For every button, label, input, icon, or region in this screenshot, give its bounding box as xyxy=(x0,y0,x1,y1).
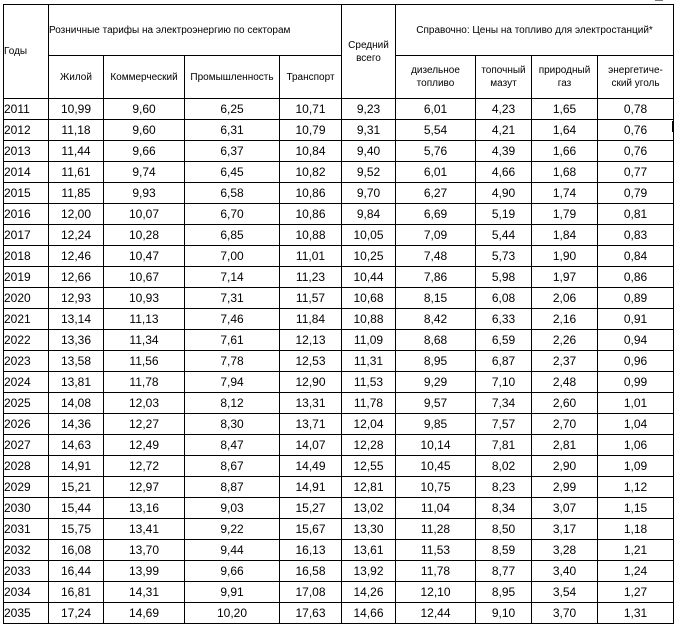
value-cell: 2,37 xyxy=(532,351,598,372)
value-cell: 14,66 xyxy=(342,603,396,624)
value-cell: 12,46 xyxy=(49,246,104,267)
header-row-1 xyxy=(4,5,674,56)
value-cell: 1,74 xyxy=(532,183,598,204)
value-cell: 8,15 xyxy=(396,288,476,309)
value-cell: 3,17 xyxy=(532,519,598,540)
value-cell: 1,27 xyxy=(598,582,674,603)
year-cell: 2031 xyxy=(4,519,49,540)
table-row xyxy=(4,498,674,519)
table-row xyxy=(4,288,674,309)
value-cell: 13,58 xyxy=(49,351,104,372)
value-cell: 10,68 xyxy=(342,288,396,309)
value-cell: 1,01 xyxy=(598,393,674,414)
year-cell: 2029 xyxy=(4,477,49,498)
col-coal: энергетиче-ский уголь xyxy=(598,56,674,99)
value-cell: 13,31 xyxy=(280,393,342,414)
value-cell: 13,92 xyxy=(342,561,396,582)
value-cell: 7,78 xyxy=(185,351,280,372)
value-cell: 0,84 xyxy=(598,246,674,267)
year-cell: 2022 xyxy=(4,330,49,351)
value-cell: 11,04 xyxy=(396,498,476,519)
value-cell: 2,06 xyxy=(532,288,598,309)
value-cell: 8,68 xyxy=(396,330,476,351)
value-cell: 9,66 xyxy=(185,561,280,582)
value-cell: 13,41 xyxy=(104,519,185,540)
value-cell: 11,53 xyxy=(396,540,476,561)
value-cell: 12,66 xyxy=(49,267,104,288)
value-cell: 10,28 xyxy=(104,225,185,246)
table-row xyxy=(4,582,674,603)
value-cell: 9,60 xyxy=(104,120,185,141)
value-cell: 6,08 xyxy=(476,288,532,309)
value-cell: 12,93 xyxy=(49,288,104,309)
value-cell: 11,78 xyxy=(342,393,396,414)
value-cell: 6,45 xyxy=(185,162,280,183)
value-cell: 2,70 xyxy=(532,414,598,435)
value-cell: 14,36 xyxy=(49,414,104,435)
value-cell: 9,40 xyxy=(342,141,396,162)
value-cell: 0,91 xyxy=(598,309,674,330)
retail-tariffs-header: Розничные тарифы на электроэнергию по секторам xyxy=(49,5,342,56)
value-cell: 11,31 xyxy=(342,351,396,372)
value-cell: 10,07 xyxy=(104,204,185,225)
table-body xyxy=(4,99,674,624)
value-cell: 12,72 xyxy=(104,456,185,477)
value-cell: 3,70 xyxy=(532,603,598,624)
value-cell: 0,96 xyxy=(598,351,674,372)
value-cell: 14,26 xyxy=(342,582,396,603)
value-cell: 12,90 xyxy=(280,372,342,393)
value-cell: 15,67 xyxy=(280,519,342,540)
value-cell: 11,85 xyxy=(49,183,104,204)
value-cell: 5,44 xyxy=(476,225,532,246)
table-row xyxy=(4,183,674,204)
value-cell: 0,76 xyxy=(598,141,674,162)
value-cell: 0,78 xyxy=(598,99,674,120)
value-cell: 10,20 xyxy=(185,603,280,624)
value-cell: 0,81 xyxy=(598,204,674,225)
value-cell: 10,47 xyxy=(104,246,185,267)
value-cell: 1,66 xyxy=(532,141,598,162)
value-cell: 8,67 xyxy=(185,456,280,477)
col-commercial: Коммерческий xyxy=(104,56,185,99)
value-cell: 6,59 xyxy=(476,330,532,351)
value-cell: 6,01 xyxy=(396,162,476,183)
value-cell: 7,57 xyxy=(476,414,532,435)
value-cell: 10,67 xyxy=(104,267,185,288)
year-cell: 2018 xyxy=(4,246,49,267)
table-row xyxy=(4,519,674,540)
value-cell: 9,74 xyxy=(104,162,185,183)
value-cell: 12,28 xyxy=(342,435,396,456)
value-cell: 0,76 xyxy=(598,120,674,141)
year-cell: 2013 xyxy=(4,141,49,162)
value-cell: 13,14 xyxy=(49,309,104,330)
year-cell: 2032 xyxy=(4,540,49,561)
value-cell: 8,02 xyxy=(476,456,532,477)
value-cell: 2,60 xyxy=(532,393,598,414)
value-cell: 11,78 xyxy=(396,561,476,582)
col-diesel: дизельное топливо xyxy=(396,56,476,99)
value-cell: 13,36 xyxy=(49,330,104,351)
value-cell: 11,84 xyxy=(280,309,342,330)
value-cell: 9,85 xyxy=(396,414,476,435)
value-cell: 10,86 xyxy=(280,204,342,225)
year-cell: 2027 xyxy=(4,435,49,456)
value-cell: 9,57 xyxy=(396,393,476,414)
value-cell: 4,90 xyxy=(476,183,532,204)
value-cell: 2,99 xyxy=(532,477,598,498)
value-cell: 1,84 xyxy=(532,225,598,246)
table-row xyxy=(4,393,674,414)
value-cell: 7,10 xyxy=(476,372,532,393)
value-cell: 8,42 xyxy=(396,309,476,330)
value-cell: 13,61 xyxy=(342,540,396,561)
col-industrial: Промышленность xyxy=(185,56,280,99)
year-cell: 2015 xyxy=(4,183,49,204)
value-cell: 11,44 xyxy=(49,141,104,162)
value-cell: 10,05 xyxy=(342,225,396,246)
table-row xyxy=(4,540,674,561)
value-cell: 8,12 xyxy=(185,393,280,414)
value-cell: 15,75 xyxy=(49,519,104,540)
average-header: Средний всего xyxy=(342,5,396,99)
value-cell: 13,99 xyxy=(104,561,185,582)
value-cell: 13,70 xyxy=(104,540,185,561)
value-cell: 13,81 xyxy=(49,372,104,393)
value-cell: 9,29 xyxy=(396,372,476,393)
year-cell: 2025 xyxy=(4,393,49,414)
value-cell: 14,07 xyxy=(280,435,342,456)
table-row xyxy=(4,267,674,288)
value-cell: 9,60 xyxy=(104,99,185,120)
corner-mark xyxy=(655,0,663,1)
table-row xyxy=(4,141,674,162)
value-cell: 4,66 xyxy=(476,162,532,183)
value-cell: 7,34 xyxy=(476,393,532,414)
value-cell: 7,48 xyxy=(396,246,476,267)
value-cell: 9,52 xyxy=(342,162,396,183)
year-cell: 2028 xyxy=(4,456,49,477)
year-cell: 2011 xyxy=(4,99,49,120)
value-cell: 10,14 xyxy=(396,435,476,456)
year-cell: 2016 xyxy=(4,204,49,225)
value-cell: 14,31 xyxy=(104,582,185,603)
value-cell: 11,18 xyxy=(49,120,104,141)
value-cell: 10,71 xyxy=(280,99,342,120)
value-cell: 7,14 xyxy=(185,267,280,288)
value-cell: 7,61 xyxy=(185,330,280,351)
table-row xyxy=(4,120,674,141)
value-cell: 10,88 xyxy=(280,225,342,246)
value-cell: 6,01 xyxy=(396,99,476,120)
value-cell: 15,27 xyxy=(280,498,342,519)
value-cell: 5,98 xyxy=(476,267,532,288)
value-cell: 10,44 xyxy=(342,267,396,288)
value-cell: 9,44 xyxy=(185,540,280,561)
table-row xyxy=(4,309,674,330)
table-row xyxy=(4,330,674,351)
value-cell: 5,19 xyxy=(476,204,532,225)
year-cell: 2026 xyxy=(4,414,49,435)
value-cell: 6,69 xyxy=(396,204,476,225)
value-cell: 11,09 xyxy=(342,330,396,351)
value-cell: 9,10 xyxy=(476,603,532,624)
table-row xyxy=(4,99,674,120)
value-cell: 11,13 xyxy=(104,309,185,330)
value-cell: 9,66 xyxy=(104,141,185,162)
value-cell: 1,64 xyxy=(532,120,598,141)
value-cell: 12,03 xyxy=(104,393,185,414)
value-cell: 7,46 xyxy=(185,309,280,330)
value-cell: 8,87 xyxy=(185,477,280,498)
value-cell: 0,86 xyxy=(598,267,674,288)
value-cell: 15,21 xyxy=(49,477,104,498)
value-cell: 16,81 xyxy=(49,582,104,603)
year-cell: 2030 xyxy=(4,498,49,519)
value-cell: 7,31 xyxy=(185,288,280,309)
year-cell: 2034 xyxy=(4,582,49,603)
value-cell: 1,04 xyxy=(598,414,674,435)
value-cell: 4,39 xyxy=(476,141,532,162)
value-cell: 2,81 xyxy=(532,435,598,456)
value-cell: 13,71 xyxy=(280,414,342,435)
value-cell: 8,59 xyxy=(476,540,532,561)
value-cell: 6,70 xyxy=(185,204,280,225)
table-row xyxy=(4,162,674,183)
value-cell: 17,08 xyxy=(280,582,342,603)
value-cell: 12,55 xyxy=(342,456,396,477)
value-cell: 7,00 xyxy=(185,246,280,267)
value-cell: 13,16 xyxy=(104,498,185,519)
value-cell: 7,86 xyxy=(396,267,476,288)
value-cell: 2,90 xyxy=(532,456,598,477)
value-cell: 14,91 xyxy=(280,477,342,498)
value-cell: 0,94 xyxy=(598,330,674,351)
table-row xyxy=(4,204,674,225)
table-row xyxy=(4,351,674,372)
value-cell: 12,10 xyxy=(396,582,476,603)
value-cell: 3,40 xyxy=(532,561,598,582)
value-cell: 10,82 xyxy=(280,162,342,183)
value-cell: 7,94 xyxy=(185,372,280,393)
value-cell: 5,76 xyxy=(396,141,476,162)
value-cell: 5,73 xyxy=(476,246,532,267)
year-cell: 2021 xyxy=(4,309,49,330)
value-cell: 12,53 xyxy=(280,351,342,372)
value-cell: 10,88 xyxy=(342,309,396,330)
value-cell: 14,63 xyxy=(49,435,104,456)
table-row xyxy=(4,435,674,456)
value-cell: 9,70 xyxy=(342,183,396,204)
value-cell: 6,37 xyxy=(185,141,280,162)
value-cell: 12,44 xyxy=(396,603,476,624)
value-cell: 1,97 xyxy=(532,267,598,288)
value-cell: 11,57 xyxy=(280,288,342,309)
tariff-table xyxy=(3,4,674,624)
col-residential: Жилой xyxy=(49,56,104,99)
value-cell: 2,48 xyxy=(532,372,598,393)
value-cell: 17,63 xyxy=(280,603,342,624)
col-transport: Транспорт xyxy=(280,56,342,99)
value-cell: 0,79 xyxy=(598,183,674,204)
value-cell: 6,33 xyxy=(476,309,532,330)
value-cell: 10,86 xyxy=(280,183,342,204)
value-cell: 3,07 xyxy=(532,498,598,519)
value-cell: 12,04 xyxy=(342,414,396,435)
value-cell: 16,13 xyxy=(280,540,342,561)
value-cell: 12,24 xyxy=(49,225,104,246)
value-cell: 8,95 xyxy=(396,351,476,372)
table-row xyxy=(4,246,674,267)
table-row xyxy=(4,603,674,624)
value-cell: 9,03 xyxy=(185,498,280,519)
table-row xyxy=(4,477,674,498)
value-cell: 16,08 xyxy=(49,540,104,561)
value-cell: 9,91 xyxy=(185,582,280,603)
year-cell: 2019 xyxy=(4,267,49,288)
value-cell: 3,54 xyxy=(532,582,598,603)
value-cell: 8,34 xyxy=(476,498,532,519)
year-cell: 2023 xyxy=(4,351,49,372)
value-cell: 12,97 xyxy=(104,477,185,498)
table-row xyxy=(4,414,674,435)
value-cell: 2,16 xyxy=(532,309,598,330)
value-cell: 1,31 xyxy=(598,603,674,624)
value-cell: 9,93 xyxy=(104,183,185,204)
value-cell: 11,01 xyxy=(280,246,342,267)
value-cell: 5,54 xyxy=(396,120,476,141)
value-cell: 13,02 xyxy=(342,498,396,519)
value-cell: 12,00 xyxy=(49,204,104,225)
value-cell: 0,83 xyxy=(598,225,674,246)
value-cell: 12,49 xyxy=(104,435,185,456)
value-cell: 6,58 xyxy=(185,183,280,204)
table-row xyxy=(4,456,674,477)
year-cell: 2017 xyxy=(4,225,49,246)
value-cell: 10,93 xyxy=(104,288,185,309)
value-cell: 7,09 xyxy=(396,225,476,246)
value-cell: 6,25 xyxy=(185,99,280,120)
value-cell: 8,95 xyxy=(476,582,532,603)
value-cell: 10,25 xyxy=(342,246,396,267)
value-cell: 1,06 xyxy=(598,435,674,456)
value-cell: 9,31 xyxy=(342,120,396,141)
value-cell: 17,24 xyxy=(49,603,104,624)
value-cell: 9,84 xyxy=(342,204,396,225)
value-cell: 16,58 xyxy=(280,561,342,582)
value-cell: 10,99 xyxy=(49,99,104,120)
value-cell: 1,90 xyxy=(532,246,598,267)
year-cell: 2035 xyxy=(4,603,49,624)
value-cell: 1,09 xyxy=(598,456,674,477)
value-cell: 1,21 xyxy=(598,540,674,561)
year-cell: 2012 xyxy=(4,120,49,141)
value-cell: 10,75 xyxy=(396,477,476,498)
value-cell: 8,47 xyxy=(185,435,280,456)
value-cell: 4,23 xyxy=(476,99,532,120)
value-cell: 11,28 xyxy=(396,519,476,540)
value-cell: 11,34 xyxy=(104,330,185,351)
value-cell: 11,61 xyxy=(49,162,104,183)
value-cell: 3,28 xyxy=(532,540,598,561)
year-cell: 2020 xyxy=(4,288,49,309)
value-cell: 1,18 xyxy=(598,519,674,540)
value-cell: 8,77 xyxy=(476,561,532,582)
value-cell: 1,15 xyxy=(598,498,674,519)
value-cell: 1,79 xyxy=(532,204,598,225)
value-cell: 6,31 xyxy=(185,120,280,141)
value-cell: 12,81 xyxy=(342,477,396,498)
value-cell: 11,56 xyxy=(104,351,185,372)
value-cell: 6,27 xyxy=(396,183,476,204)
table-row xyxy=(4,225,674,246)
value-cell: 12,27 xyxy=(104,414,185,435)
value-cell: 1,24 xyxy=(598,561,674,582)
value-cell: 16,44 xyxy=(49,561,104,582)
header-row-2 xyxy=(4,56,674,99)
value-cell: 9,23 xyxy=(342,99,396,120)
value-cell: 14,91 xyxy=(49,456,104,477)
value-cell: 0,99 xyxy=(598,372,674,393)
value-cell: 1,12 xyxy=(598,477,674,498)
year-cell: 2014 xyxy=(4,162,49,183)
value-cell: 11,53 xyxy=(342,372,396,393)
value-cell: 13,30 xyxy=(342,519,396,540)
value-cell: 6,87 xyxy=(476,351,532,372)
col-natural-gas: природный газ xyxy=(532,56,598,99)
value-cell: 4,21 xyxy=(476,120,532,141)
value-cell: 1,65 xyxy=(532,99,598,120)
years-header: Годы xyxy=(4,5,49,99)
value-cell: 14,08 xyxy=(49,393,104,414)
value-cell: 11,78 xyxy=(104,372,185,393)
value-cell: 10,45 xyxy=(396,456,476,477)
value-cell: 8,30 xyxy=(185,414,280,435)
year-cell: 2024 xyxy=(4,372,49,393)
value-cell: 11,23 xyxy=(280,267,342,288)
value-cell: 0,89 xyxy=(598,288,674,309)
value-cell: 1,68 xyxy=(532,162,598,183)
table-row xyxy=(4,372,674,393)
value-cell: 0,77 xyxy=(598,162,674,183)
value-cell: 8,23 xyxy=(476,477,532,498)
value-cell: 12,13 xyxy=(280,330,342,351)
col-fuel-oil: топочный мазут xyxy=(476,56,532,99)
value-cell: 7,81 xyxy=(476,435,532,456)
value-cell: 10,79 xyxy=(280,120,342,141)
value-cell: 8,50 xyxy=(476,519,532,540)
value-cell: 10,84 xyxy=(280,141,342,162)
value-cell: 14,69 xyxy=(104,603,185,624)
value-cell: 14,49 xyxy=(280,456,342,477)
value-cell: 2,26 xyxy=(532,330,598,351)
fuel-prices-header: Справочно: Цены на топливо для электростанций* xyxy=(396,5,674,56)
value-cell: 15,44 xyxy=(49,498,104,519)
year-cell: 2033 xyxy=(4,561,49,582)
value-cell: 9,22 xyxy=(185,519,280,540)
value-cell: 6,85 xyxy=(185,225,280,246)
table-row xyxy=(4,561,674,582)
